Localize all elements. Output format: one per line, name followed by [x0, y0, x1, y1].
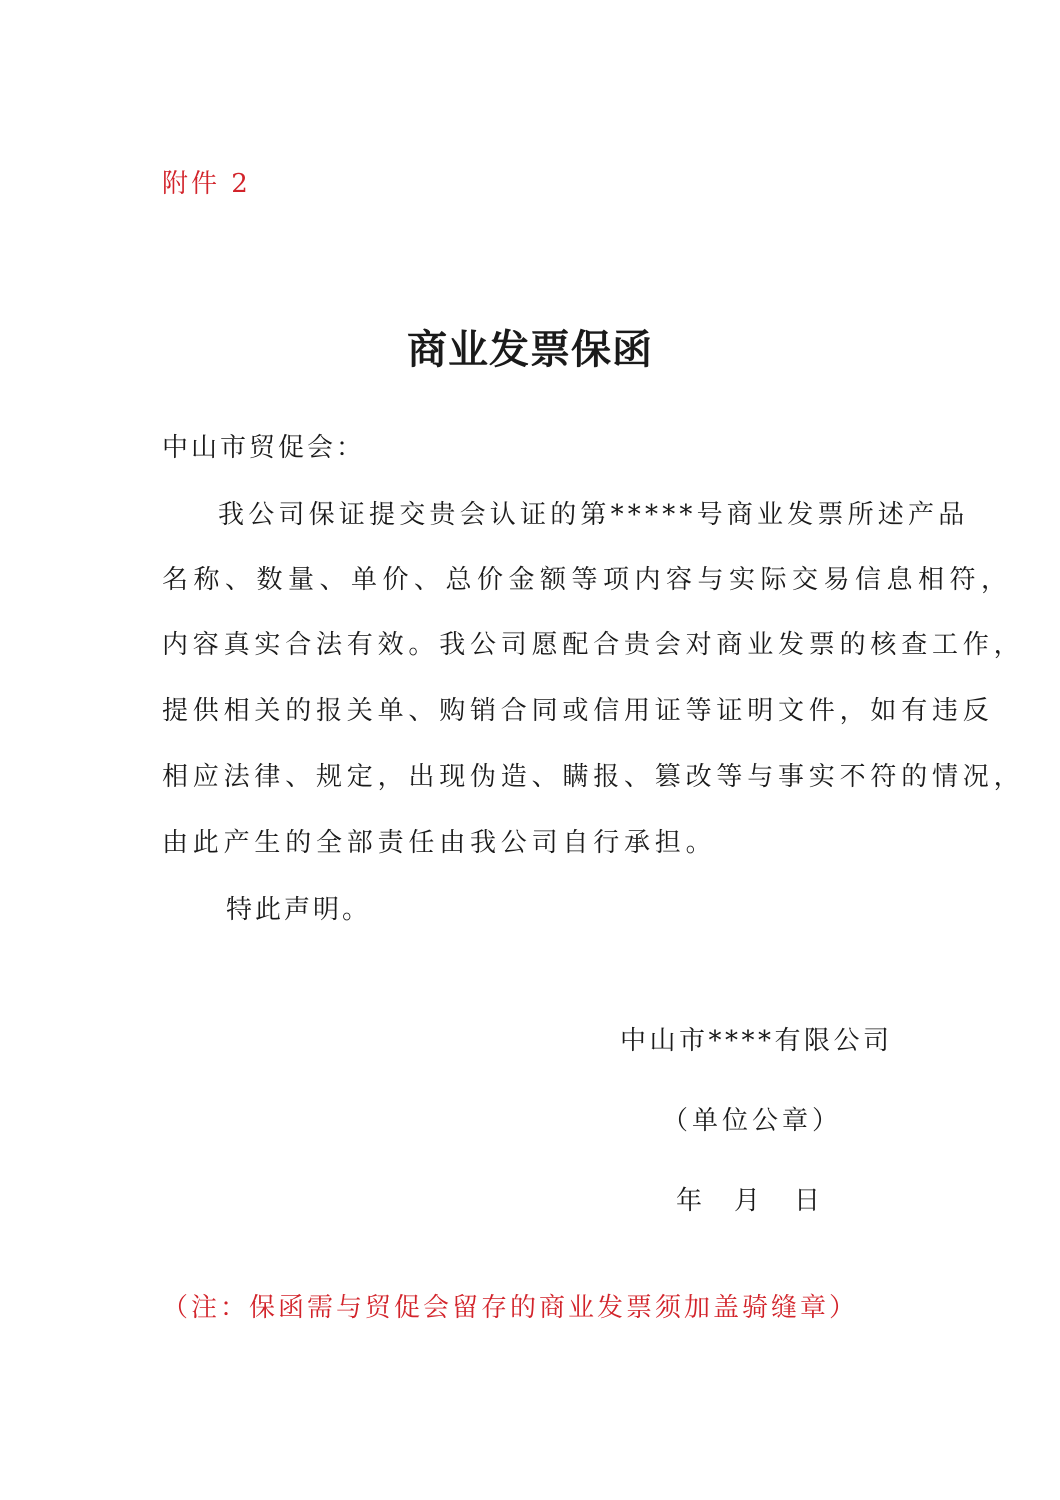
body-line: 内容真实合法有效。我公司愿配合贵会对商业发票的核查工作，	[162, 630, 1025, 660]
document-title: 商业发票保函	[407, 326, 653, 373]
addressee: 中山市贸促会：	[162, 433, 366, 463]
body-line: 由此产生的全部责任由我公司自行承担。	[162, 828, 717, 858]
attachment-label: 附件 2	[162, 169, 251, 199]
company-seal-label: （单位公章）	[662, 1106, 843, 1136]
body-line: 相应法律、规定，出现伪造、瞒报、篡改等与事实不符的情况，	[162, 762, 1025, 792]
date-month: 月	[734, 1186, 761, 1216]
body-line: 名称、数量、单价、总价金额等项内容与实际交易信息相符，	[162, 565, 1013, 595]
declaration: 特此声明。	[226, 895, 372, 925]
body-line: 提供相关的报关单、购销合同或信用证等证明文件，如有违反	[162, 696, 994, 726]
company-name: 中山市****有限公司	[620, 1026, 893, 1056]
date-year: 年	[676, 1186, 703, 1216]
date-day: 日	[794, 1186, 821, 1216]
footnote: （注：保函需与贸促会留存的商业发票须加盖骑缝章）	[162, 1293, 859, 1323]
body-line: 我公司保证提交贵会认证的第*****号商业发票所述产品	[218, 500, 969, 530]
